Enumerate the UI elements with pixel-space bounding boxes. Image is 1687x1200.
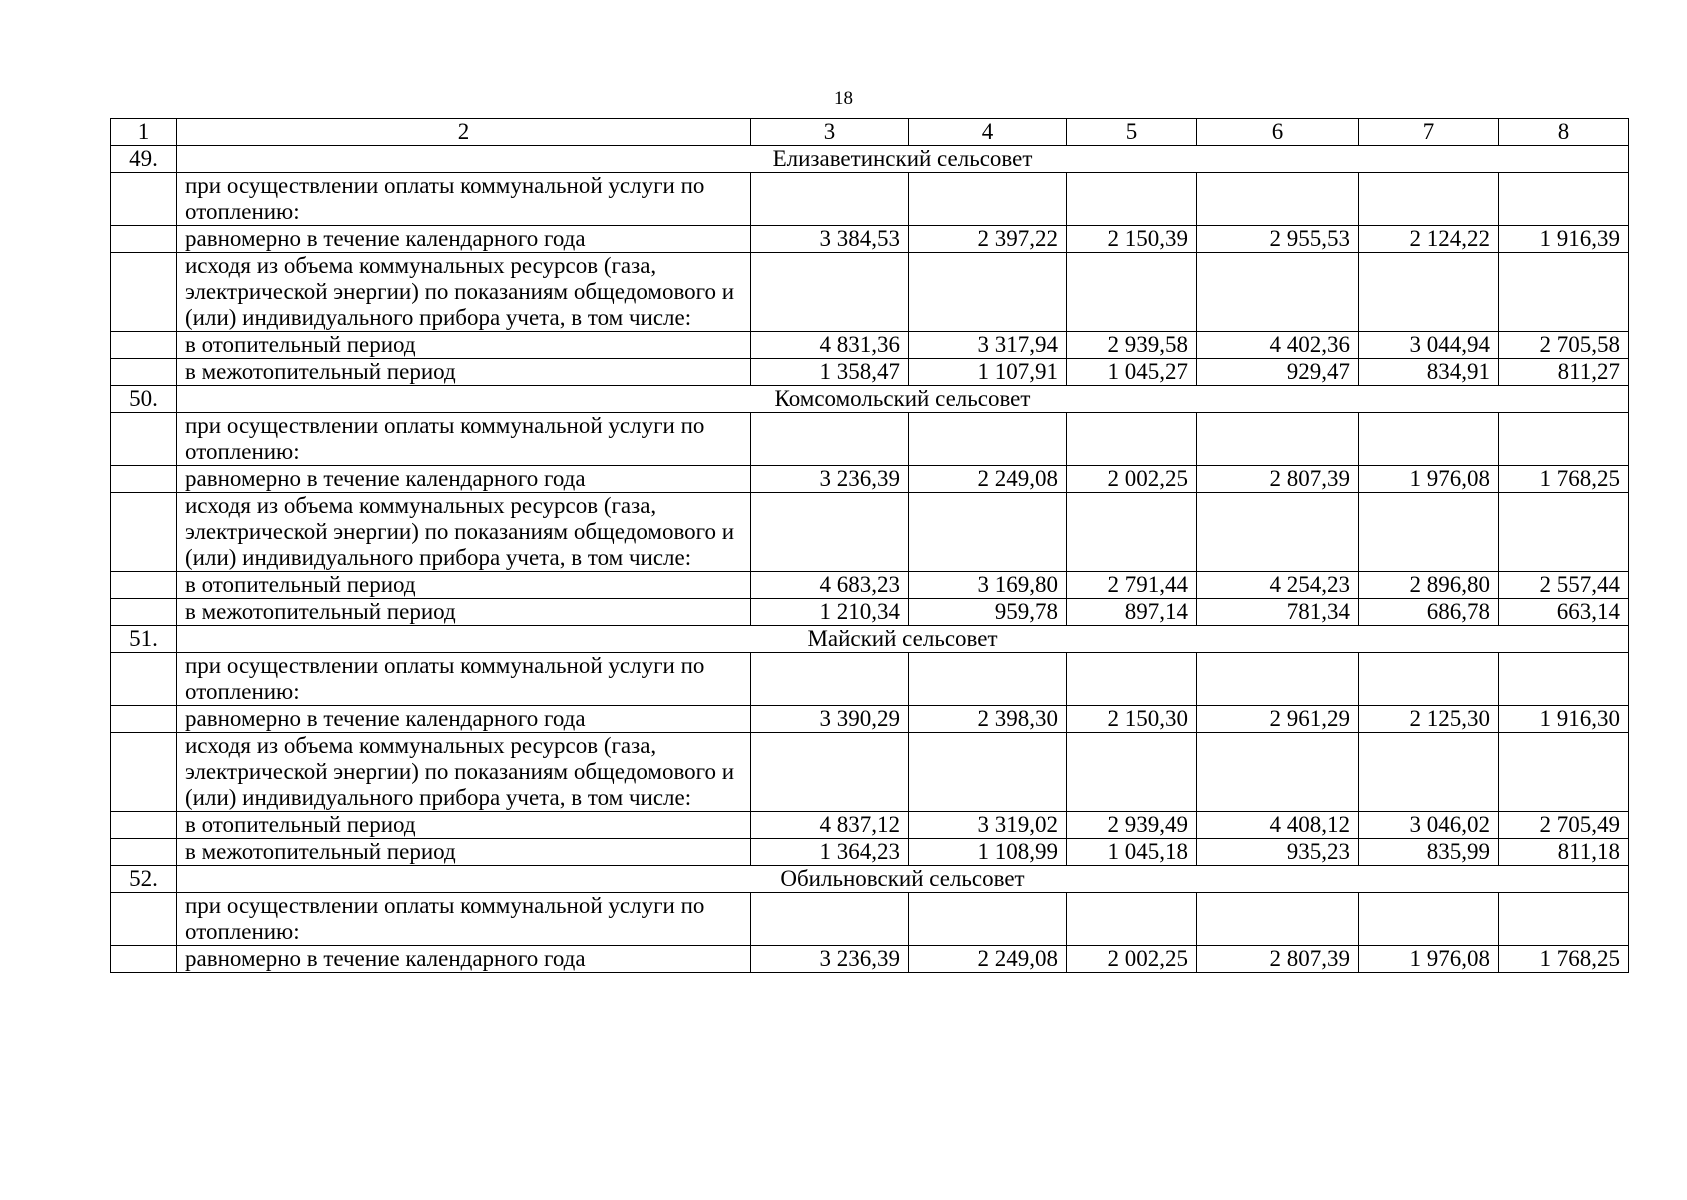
value-cell: 1 210,34 [751,599,909,626]
value-cell [909,173,1067,226]
value-cell: 3 044,94 [1359,332,1499,359]
row-index-cell [111,359,177,386]
value-cell [1197,413,1359,466]
row-index-cell [111,413,177,466]
table-row [111,599,1629,626]
value-cell [751,253,909,332]
value-cell: 835,99 [1359,839,1499,866]
value-cell [1359,493,1499,572]
section-index: 49. [111,146,177,173]
value-cell: 2 249,08 [909,946,1067,973]
value-cell: 781,34 [1197,599,1359,626]
value-cell: 811,18 [1499,839,1629,866]
value-cell [751,413,909,466]
section-row [111,626,1629,653]
table-row [111,893,1629,946]
value-cell: 2 249,08 [909,466,1067,493]
table-row [111,413,1629,466]
value-cell [1359,893,1499,946]
value-cell: 2 125,30 [1359,706,1499,733]
value-cell: 1 045,27 [1067,359,1197,386]
row-index-cell [111,253,177,332]
table-row [111,733,1629,812]
table-row [111,173,1629,226]
section-row [111,866,1629,893]
section-title: Обильновский сельсовет [177,866,1629,893]
table-row [111,332,1629,359]
value-cell: 2 002,25 [1067,946,1197,973]
row-index-cell [111,226,177,253]
value-cell: 2 961,29 [1197,706,1359,733]
value-cell: 2 896,80 [1359,572,1499,599]
table-row [111,572,1629,599]
value-cell [1499,253,1629,332]
value-cell [909,413,1067,466]
value-cell: 935,23 [1197,839,1359,866]
value-cell [1067,733,1197,812]
value-cell: 2 124,22 [1359,226,1499,253]
value-cell [1359,413,1499,466]
header-cell: 7 [1359,119,1499,146]
value-cell: 1 916,39 [1499,226,1629,253]
row-index-cell [111,653,177,706]
section-title: Комсомольский сельсовет [177,386,1629,413]
value-cell: 4 402,36 [1197,332,1359,359]
header-cell: 5 [1067,119,1197,146]
value-cell: 2 955,53 [1197,226,1359,253]
value-cell: 3 236,39 [751,466,909,493]
value-cell: 1 045,18 [1067,839,1197,866]
page-number: 18 [834,88,853,109]
row-label: при осуществлении оплаты коммунальной услуги по отоплению: [177,413,751,466]
row-label: в межотопительный период [177,359,751,386]
table-row [111,253,1629,332]
section-index: 52. [111,866,177,893]
value-cell [751,493,909,572]
value-cell [751,733,909,812]
row-label: исходя из объема коммунальных ресурсов (газа, электрической энергии) по показаниям общедомового и (или) индивидуального прибора учета, в том числе: [177,253,751,332]
table-row [111,226,1629,253]
value-cell: 2 807,39 [1197,946,1359,973]
value-cell [1067,653,1197,706]
row-label: равномерно в течение календарного года [177,706,751,733]
value-cell [1499,653,1629,706]
value-cell: 3 046,02 [1359,812,1499,839]
value-cell: 1 976,08 [1359,466,1499,493]
value-cell [751,893,909,946]
value-cell [1197,653,1359,706]
value-cell: 1 108,99 [909,839,1067,866]
value-cell [909,253,1067,332]
value-cell [1197,893,1359,946]
value-cell [909,653,1067,706]
value-cell [909,493,1067,572]
value-cell: 2 791,44 [1067,572,1197,599]
value-cell: 2 939,58 [1067,332,1197,359]
row-label: в отопительный период [177,812,751,839]
value-cell: 929,47 [1197,359,1359,386]
value-cell [751,173,909,226]
value-cell: 959,78 [909,599,1067,626]
value-cell: 3 319,02 [909,812,1067,839]
row-index-cell [111,839,177,866]
value-cell: 663,14 [1499,599,1629,626]
value-cell: 4 837,12 [751,812,909,839]
value-cell [909,893,1067,946]
table-row [111,466,1629,493]
row-label: равномерно в течение календарного года [177,946,751,973]
value-cell: 4 831,36 [751,332,909,359]
value-cell: 3 390,29 [751,706,909,733]
value-cell: 2 705,49 [1499,812,1629,839]
value-cell: 3 384,53 [751,226,909,253]
value-cell [1197,253,1359,332]
table-row [111,653,1629,706]
table-row [111,359,1629,386]
value-cell: 1 976,08 [1359,946,1499,973]
row-index-cell [111,173,177,226]
value-cell: 3 317,94 [909,332,1067,359]
value-cell: 1 768,25 [1499,466,1629,493]
row-index-cell [111,812,177,839]
value-cell: 4 683,23 [751,572,909,599]
value-cell [1359,173,1499,226]
row-index-cell [111,493,177,572]
value-cell: 3 169,80 [909,572,1067,599]
row-label: исходя из объема коммунальных ресурсов (газа, электрической энергии) по показаниям общедомового и (или) индивидуального прибора учета, в том числе: [177,733,751,812]
value-cell [1067,893,1197,946]
value-cell [909,733,1067,812]
value-cell [1499,493,1629,572]
table-row [111,946,1629,973]
value-cell [1359,733,1499,812]
row-index-cell [111,733,177,812]
value-cell [1067,253,1197,332]
section-index: 50. [111,386,177,413]
value-cell: 1 364,23 [751,839,909,866]
row-index-cell [111,893,177,946]
header-cell: 4 [909,119,1067,146]
value-cell [1499,173,1629,226]
row-label: в межотопительный период [177,599,751,626]
value-cell [1067,493,1197,572]
table-row [111,706,1629,733]
row-label: равномерно в течение календарного года [177,226,751,253]
table-row [111,493,1629,572]
section-title: Елизаветинский сельсовет [177,146,1629,173]
value-cell [1197,173,1359,226]
header-row [111,119,1629,146]
section-row [111,386,1629,413]
header-cell: 8 [1499,119,1629,146]
row-index-cell [111,599,177,626]
table-body [111,119,1629,973]
value-cell: 2 398,30 [909,706,1067,733]
value-cell: 2 150,39 [1067,226,1197,253]
header-cell: 6 [1197,119,1359,146]
row-label: в отопительный период [177,572,751,599]
value-cell: 1 768,25 [1499,946,1629,973]
section-index: 51. [111,626,177,653]
value-cell: 2 150,30 [1067,706,1197,733]
header-cell: 3 [751,119,909,146]
value-cell [1197,733,1359,812]
tariff-table [110,118,1629,973]
value-cell: 686,78 [1359,599,1499,626]
row-label: при осуществлении оплаты коммунальной услуги по отоплению: [177,893,751,946]
section-title: Майский сельсовет [177,626,1629,653]
row-label: в межотопительный период [177,839,751,866]
header-cell: 2 [177,119,751,146]
value-cell [1359,253,1499,332]
value-cell: 2 002,25 [1067,466,1197,493]
value-cell [751,653,909,706]
value-cell: 2 705,58 [1499,332,1629,359]
value-cell: 1 358,47 [751,359,909,386]
value-cell: 834,91 [1359,359,1499,386]
value-cell: 2 557,44 [1499,572,1629,599]
value-cell [1499,413,1629,466]
value-cell [1499,893,1629,946]
row-index-cell [111,706,177,733]
value-cell: 897,14 [1067,599,1197,626]
row-label: при осуществлении оплаты коммунальной услуги по отоплению: [177,653,751,706]
row-label: исходя из объема коммунальных ресурсов (газа, электрической энергии) по показаниям общедомового и (или) индивидуального прибора учета, в том числе: [177,493,751,572]
row-index-cell [111,332,177,359]
value-cell [1359,653,1499,706]
table-row [111,812,1629,839]
row-index-cell [111,466,177,493]
row-index-cell [111,572,177,599]
value-cell [1067,413,1197,466]
row-label: равномерно в течение календарного года [177,466,751,493]
row-label: при осуществлении оплаты коммунальной услуги по отоплению: [177,173,751,226]
value-cell [1067,173,1197,226]
header-cell: 1 [111,119,177,146]
value-cell: 1 107,91 [909,359,1067,386]
row-index-cell [111,946,177,973]
section-row [111,146,1629,173]
value-cell: 1 916,30 [1499,706,1629,733]
value-cell: 2 939,49 [1067,812,1197,839]
value-cell: 3 236,39 [751,946,909,973]
value-cell: 4 408,12 [1197,812,1359,839]
value-cell: 2 807,39 [1197,466,1359,493]
table-row [111,839,1629,866]
value-cell [1197,493,1359,572]
value-cell: 4 254,23 [1197,572,1359,599]
value-cell [1499,733,1629,812]
value-cell: 2 397,22 [909,226,1067,253]
value-cell: 811,27 [1499,359,1629,386]
row-label: в отопительный период [177,332,751,359]
